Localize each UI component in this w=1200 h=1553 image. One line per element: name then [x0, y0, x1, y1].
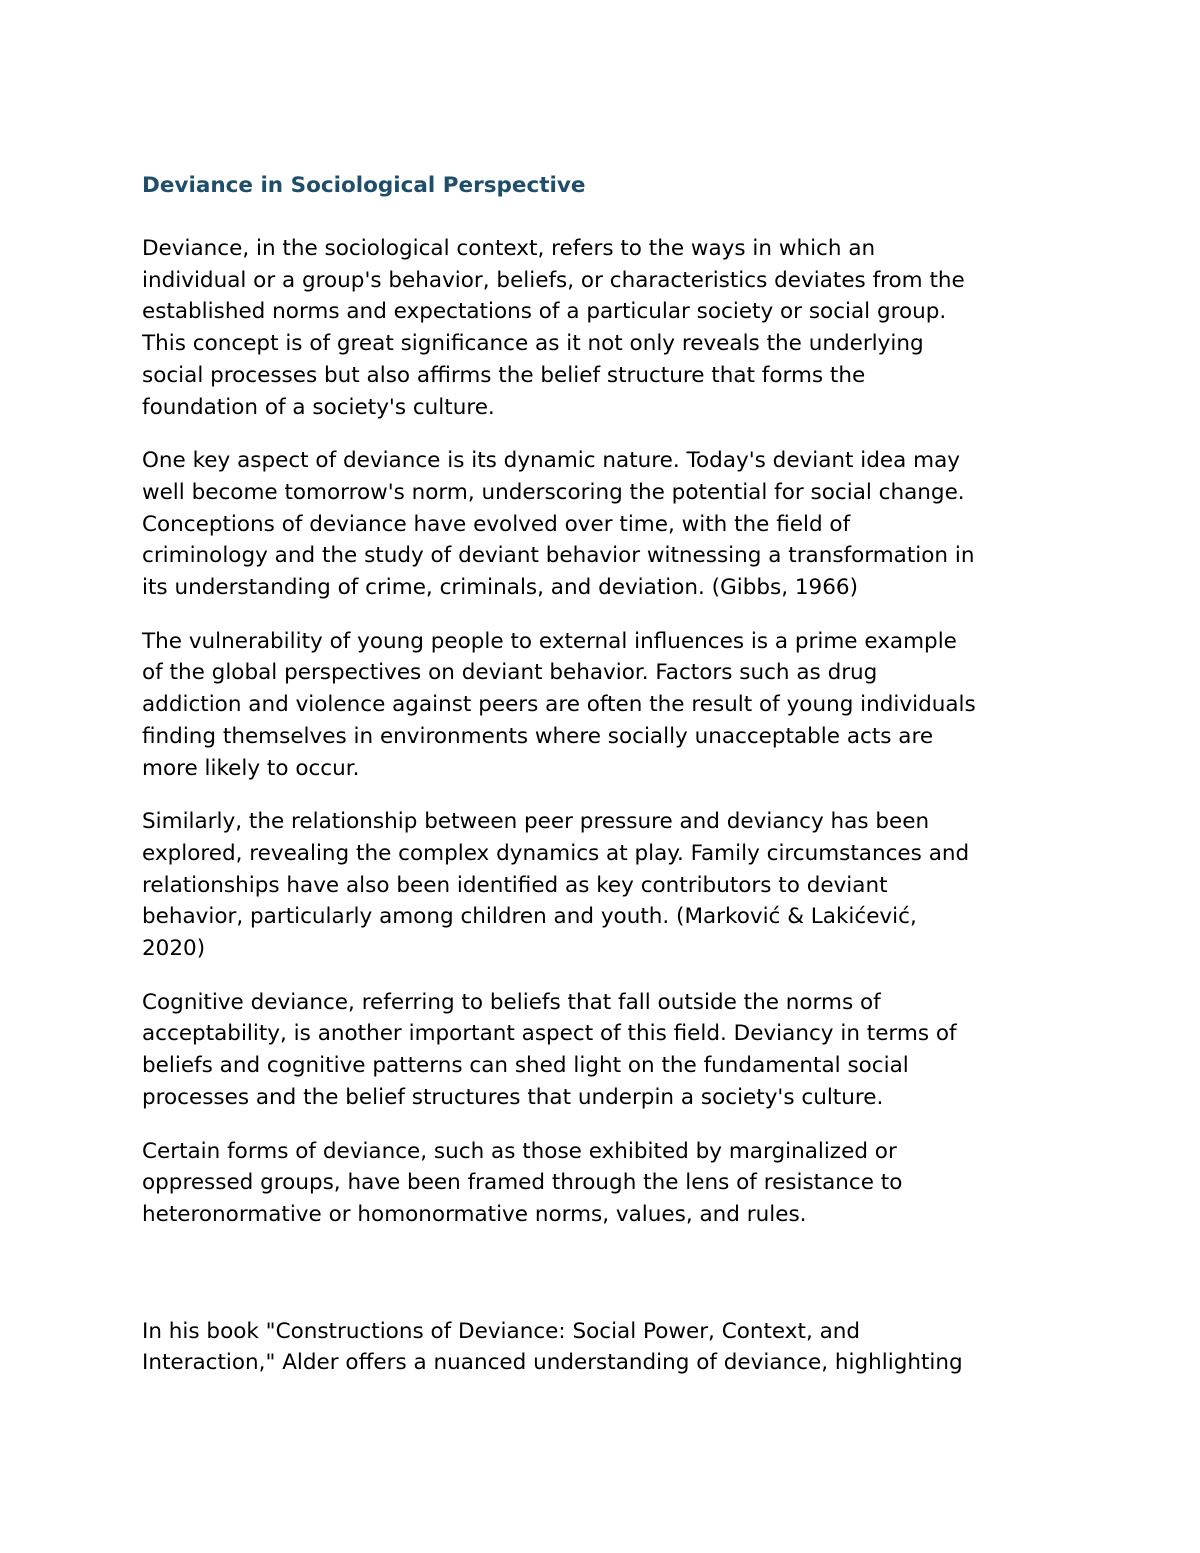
paragraph-line: acceptability, is another important aspect of this field. Deviancy in terms of — [142, 1021, 957, 1047]
paragraph-line: explored, revealing the complex dynamics at play. Family circumstances and — [142, 840, 970, 866]
paragraph-7 — [142, 1316, 1072, 1379]
paragraph-line: relationships have also been identified as key contributors to deviant — [142, 872, 888, 898]
paragraph-line: One key aspect of deviance is its dynamic nature. Today's deviant idea may — [142, 448, 961, 474]
paragraph-line: criminology and the study of deviant behavior witnessing a transformation in — [142, 543, 975, 569]
paragraph-5 — [142, 987, 1072, 1114]
paragraph-line: 2020) — [142, 936, 206, 962]
paragraph-line: The vulnerability of young people to external influences is a prime example — [142, 628, 957, 654]
paragraph-line: its understanding of crime, criminals, and deviation. (Gibbs, 1966) — [142, 575, 858, 601]
paragraph-line: individual or a group's behavior, beliefs, or characteristics deviates from the — [142, 267, 965, 293]
paragraph-line: This concept is of great significance as it not only reveals the underlying — [142, 331, 924, 357]
paragraph-line: In his book "Constructions of Deviance: Social Power, Context, and — [142, 1318, 861, 1344]
paragraph-line: foundation of a society's culture. — [142, 394, 495, 420]
blank-paragraph-spacer — [142, 1253, 1072, 1316]
paragraph-line: of the global perspectives on deviant behavior. Factors such as drug — [142, 660, 878, 686]
document-title: Deviance in Sociological Perspective — [142, 173, 586, 198]
paragraph-4 — [142, 806, 1072, 965]
paragraph-6 — [142, 1136, 1072, 1231]
paragraph-line: Deviance, in the sociological context, refers to the ways in which an — [142, 236, 876, 261]
paragraph-line: finding themselves in environments where socially unacceptable acts are — [142, 723, 934, 749]
paragraph-line: processes and the belief structures that underpin a society's culture. — [142, 1084, 884, 1110]
paragraph-3 — [142, 626, 1072, 785]
paragraph-line: addiction and violence against peers are often the result of young individuals — [142, 692, 976, 718]
paragraph-line: more likely to occur. — [142, 755, 360, 781]
paragraph-line: Cognitive deviance, referring to beliefs that fall outside the norms of — [142, 989, 881, 1015]
paragraph-line: heteronormative or homonormative norms, values, and rules. — [142, 1201, 807, 1227]
paragraph-line: established norms and expectations of a particular society or social group. — [142, 299, 947, 325]
paragraph-line: well become tomorrow's norm, underscoring the potential for social change. — [142, 479, 965, 505]
paragraph-line: oppressed groups, have been framed through the lens of resistance to — [142, 1170, 903, 1196]
paragraph-line: Conceptions of deviance have evolved over time, with the field of — [142, 511, 851, 537]
paragraph-line: Interaction," Alder offers a nuanced understanding of deviance, highlighting — [142, 1350, 963, 1376]
paragraph-2 — [142, 445, 1072, 604]
paragraph-line: Certain forms of deviance, such as those exhibited by marginalized or — [142, 1138, 897, 1164]
document-page — [142, 170, 1072, 1401]
paragraph-line: Similarly, the relationship between peer pressure and deviancy has been — [142, 809, 930, 835]
paragraph-1 — [142, 233, 1072, 423]
paragraph-line: behavior, particularly among children and youth. (Marković & Lakićević, — [142, 904, 917, 930]
paragraph-line: social processes but also affirms the belief structure that forms the — [142, 362, 866, 388]
paragraph-line: beliefs and cognitive patterns can shed light on the fundamental social — [142, 1053, 909, 1079]
